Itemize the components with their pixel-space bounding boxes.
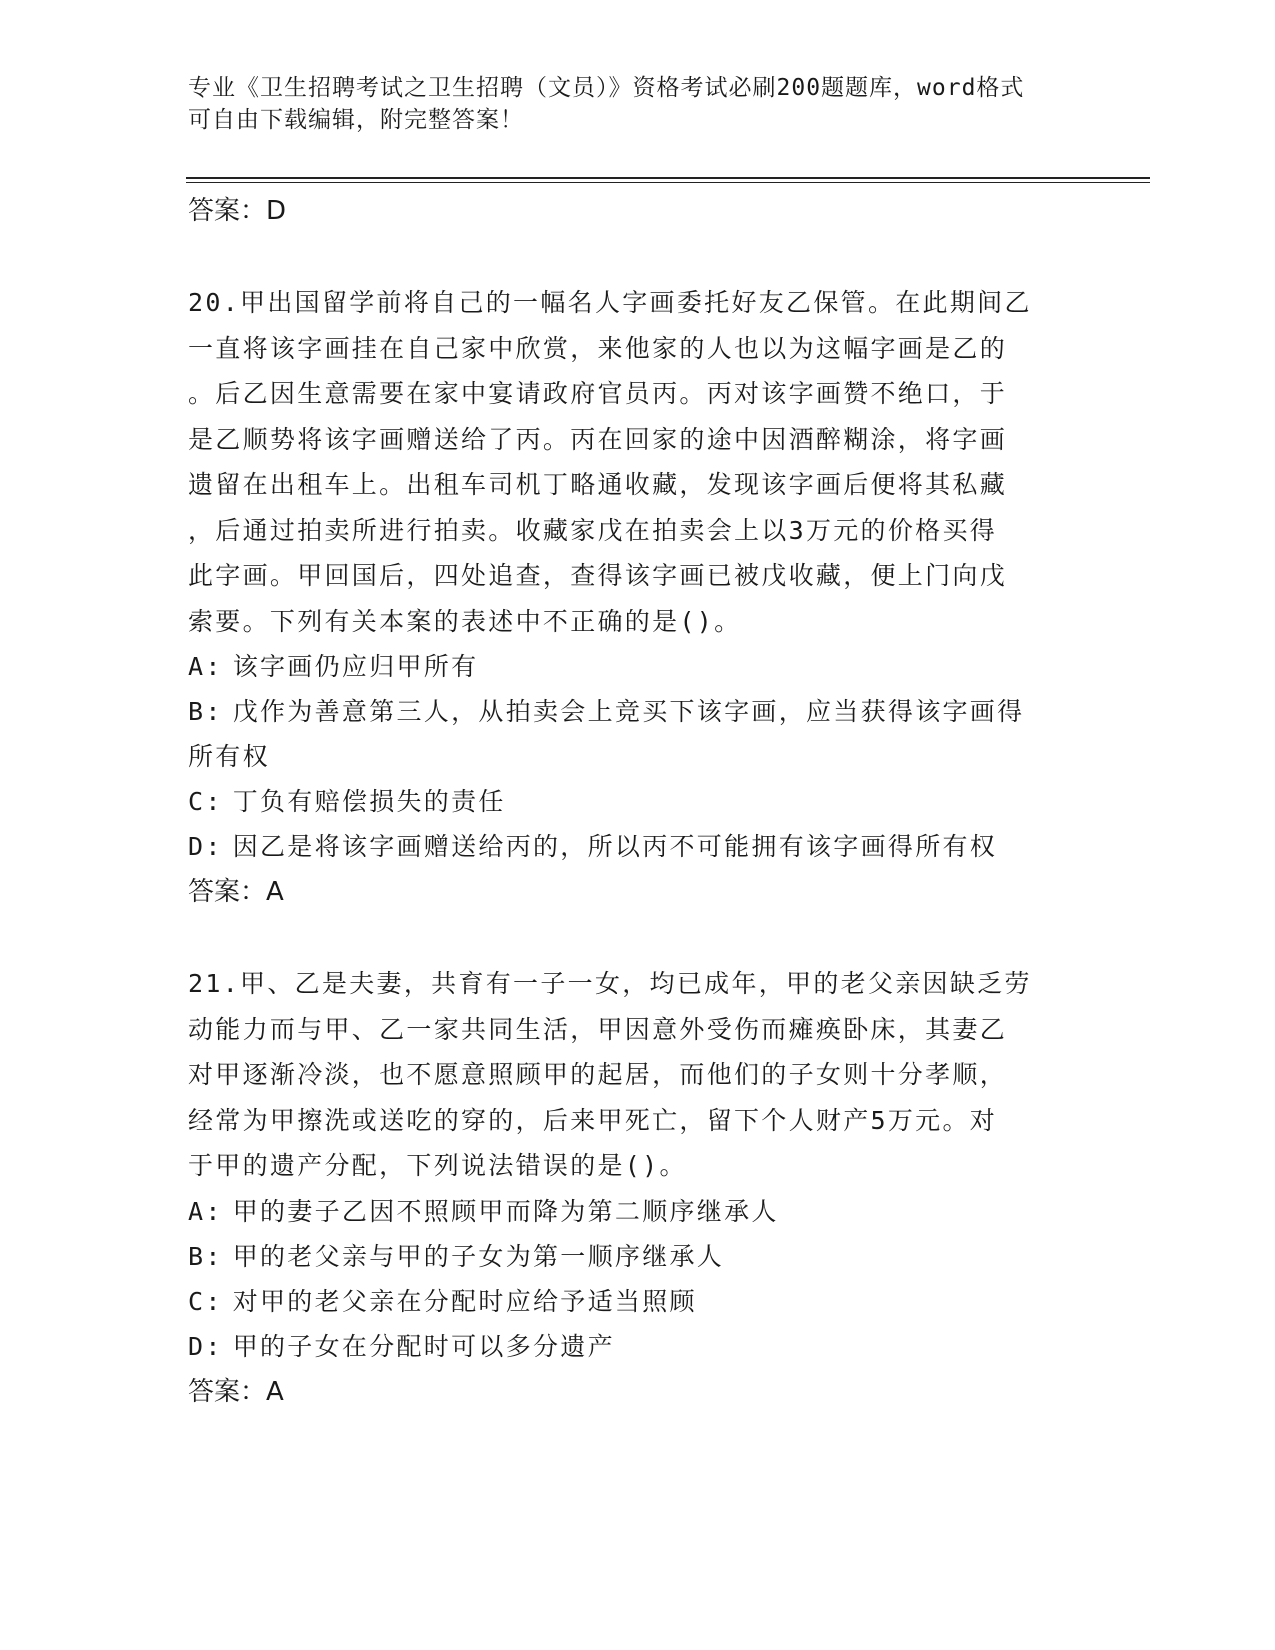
question-21	[188, 961, 1088, 1415]
option-b	[188, 689, 1088, 734]
question-line: 于甲的遗产分配，下列说法错误的是()。	[188, 1151, 687, 1180]
document-header	[188, 72, 1068, 136]
option-key: B:	[188, 697, 223, 726]
question-line: 21.甲、乙是夫妻，共育有一子一女，均已成年，甲的老父亲因缺乏劳	[188, 969, 1032, 998]
option-d	[188, 1324, 1088, 1369]
question-line: 是乙顺势将该字画赠送给了丙。丙在回家的途中因酒醉糊涂，将字画	[188, 424, 1008, 454]
option-key: D:	[188, 1331, 223, 1361]
option-key: A:	[188, 652, 223, 681]
question-line: 动能力而与甲、乙一家共同生活，甲因意外受伤而瘫痪卧床，其妻乙	[188, 1014, 1008, 1044]
option-b	[188, 1234, 1088, 1279]
question-line: 此字画。甲回国后，四处追查，查得该字画已被戊收藏，便上门向戊	[188, 561, 1008, 590]
option-a	[188, 644, 1088, 689]
option-key: A:	[188, 1196, 223, 1226]
question-line: 索要。下列有关本案的表述中不正确的是()。	[188, 606, 742, 636]
option-a	[188, 1189, 1088, 1234]
header-line-1: 专业《卫生招聘考试之卫生招聘（文员）》资格考试必刷200题题库，word格式	[188, 75, 1025, 101]
option-text: 甲的老父亲与甲的子女为第一顺序继承人	[232, 1241, 725, 1271]
header-line-2: 可自由下载编辑，附完整答案！	[188, 107, 524, 133]
header-divider-thin	[186, 182, 1150, 183]
question-line: 对甲逐渐冷淡，也不愿意照顾甲的起居，而他们的子女则十分孝顺，	[188, 1060, 1008, 1089]
option-d	[188, 824, 1088, 869]
document-body	[188, 188, 1088, 1415]
question-line: ，后通过拍卖所进行拍卖。收藏家戊在拍卖会上以3万元的价格买得	[188, 515, 998, 545]
option-c	[188, 779, 1088, 824]
option-text: 戊作为善意第三人，从拍卖会上竞买下该字画，应当获得该字画得	[232, 697, 1025, 726]
option-text: 因乙是将该字画赠送给丙的，所以丙不可能拥有该字画得所有权	[232, 832, 998, 861]
option-key: D:	[188, 832, 223, 861]
option-key: C:	[188, 787, 223, 816]
question-line: 。后乙因生意需要在家中宴请政府官员丙。丙对该字画赞不绝口，于	[188, 379, 1008, 408]
header-divider-thick	[186, 177, 1150, 179]
option-text: 丁负有赔偿损失的责任	[232, 787, 506, 816]
answer-21: 答案：A	[188, 1376, 284, 1407]
question-line: 一直将该字画挂在自己家中欣赏，来他家的人也以为这幅字画是乙的	[188, 333, 1008, 363]
option-text: 甲的子女在分配时可以多分遗产	[232, 1331, 615, 1361]
answer-previous: 答案：D	[188, 196, 287, 226]
answer-20: 答案：A	[188, 877, 284, 907]
question-20	[188, 280, 1088, 915]
option-text: 该字画仍应归甲所有	[232, 652, 479, 681]
option-key: C:	[188, 1286, 223, 1316]
question-line: 遗留在出租车上。出租车司机丁略通收藏，发现该字画后便将其私藏	[188, 470, 1008, 499]
option-text: 对甲的老父亲在分配时应给予适当照顾	[232, 1286, 697, 1316]
question-line: 经常为甲擦洗或送吃的穿的，后来甲死亡，留下个人财产5万元。对	[188, 1105, 998, 1135]
option-b-continued: 所有权	[188, 742, 270, 771]
question-line: 20.甲出国留学前将自己的一幅名人字画委托好友乙保管。在此期间乙	[188, 288, 1032, 317]
option-c	[188, 1279, 1088, 1324]
option-key: B:	[188, 1241, 223, 1271]
option-text: 甲的妻子乙因不照顾甲而降为第二顺序继承人	[232, 1196, 779, 1226]
